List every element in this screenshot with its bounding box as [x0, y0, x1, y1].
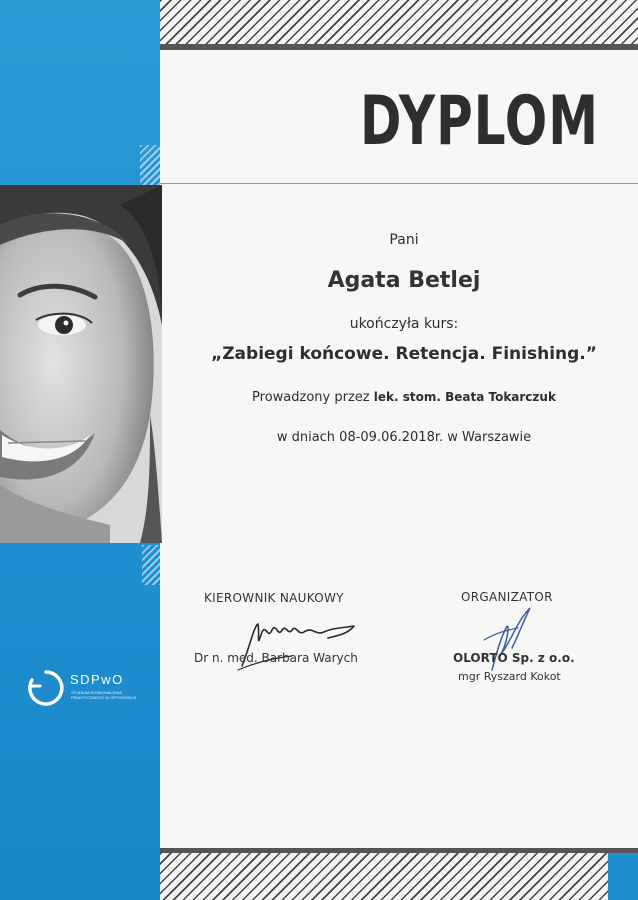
hatch-band-bottom [160, 853, 638, 900]
portrait-illustration [0, 185, 162, 543]
director-signature [232, 606, 372, 676]
director-name: Dr n. med. Barbara Warych [194, 651, 358, 665]
lead-name: lek. stom. Beata Tokarczuk [373, 390, 556, 404]
scientific-director-label: KIEROWNIK NAUKOWY [204, 591, 344, 605]
organizer-company: OLORTO Sp. z o.o. [453, 651, 575, 665]
sdpwo-logo [26, 668, 156, 718]
recipient-name: Agata Betlej [327, 268, 481, 293]
decorative-stripes-bottom [142, 545, 160, 585]
course-lead [170, 390, 638, 405]
logo-text: SDPwO [70, 672, 124, 687]
ring-logo-icon [26, 668, 66, 708]
completed-text: ukończyła kurs: [349, 316, 459, 332]
lead-prefix: Prowadzony przez [252, 390, 370, 405]
organizer-label: ORGANIZATOR [461, 590, 553, 604]
course-dates: w dniach 08-09.06.2018r. w Warszawie [276, 430, 532, 445]
greeting: Pani [389, 232, 419, 248]
diploma-title: DYPLOM [360, 81, 600, 161]
course-name: „Zabiegi końcowe. Retencja. Finishing.” [211, 344, 597, 364]
blue-corner-accent [608, 853, 638, 900]
organizer-signature [478, 600, 538, 680]
hatch-band-top [160, 0, 638, 44]
logo-subtitle: STUDIUM DOSKONALENIA PRAKTYCZNEGO W ORTODONCJI [71, 690, 137, 700]
organizer-name: mgr Ryszard Kokot [458, 670, 561, 683]
decorative-stripes-top [140, 145, 160, 185]
smiling-woman-photo [0, 185, 162, 543]
